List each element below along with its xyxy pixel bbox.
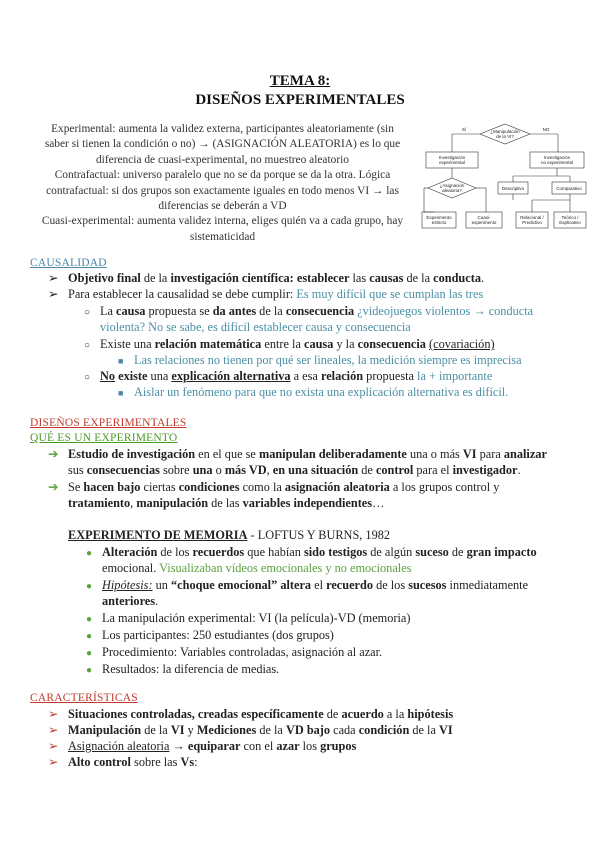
title-line1: TEMA 8: [269, 73, 331, 89]
dot-bullet-icon: ● [86, 648, 93, 659]
condition-causa-antes-cont: violenta? No se sabe, es difícil establecer causa y consecuencia [100, 320, 411, 334]
arrow-bullet-icon: ➢ [48, 755, 59, 769]
memoria-heading: EXPERIMENTO DE MEMORIA - LOFTUS Y BURNS, 1982 [68, 528, 391, 542]
memoria-item-hipotesis-cont: anteriores. [102, 594, 159, 608]
flow-text-no: NO [542, 127, 550, 132]
research-design-flowchart [420, 120, 590, 238]
circle-bullet-icon: ○ [84, 372, 91, 383]
memoria-item-alteracion-cont: emocional. Visualizaban vídeos emocionales y no emocionales [102, 561, 412, 575]
flow-text-si: Sí [461, 127, 467, 132]
arrow-bullet-icon: ➢ [48, 723, 59, 737]
flow-text-inv-noexp-a: Investigación [543, 155, 571, 160]
intro-line: diferencia de cuasi-experimental, no muestreo aleatorio [95, 153, 349, 166]
flow-text-q1-a: ¿Manipulación [490, 129, 520, 134]
dot-bullet-icon: ● [86, 665, 93, 676]
intro-line: sistematicidad [189, 230, 256, 243]
experimento-def-2-cont: tratamiento, manipulación de las variables independientes… [68, 496, 385, 510]
causalidad-bullet-2: ➢ Para establecer la causalidad se debe cumplir: Es muy difícil que se cumplan las tres [48, 287, 484, 301]
square-bullet-icon: ■ [118, 356, 124, 366]
flow-text-q2-a: ¿Asignación [439, 183, 465, 188]
flow-text-descriptivo: Descriptivo [501, 186, 525, 191]
disenos-heading: DISEÑOS EXPERIMENTALES [30, 417, 187, 429]
sub-relaciones-lineales: ■ Las relaciones no tienen por qué ser lineales, la medición siempre es imprecisa [118, 353, 522, 367]
arrow-bullet-icon: ➢ [48, 271, 59, 285]
experimento-def-1: ➔ Estudio de investigación en el que se manipulan deliberadamente una o más VI para analizar [48, 447, 547, 461]
flow-text-inv-noexp-b: no experimental [540, 160, 574, 165]
circle-bullet-icon: ○ [84, 340, 91, 351]
flow-text-cuasi-b: experimento [471, 220, 497, 225]
flow-text-inv-exp-b: experimental [439, 160, 465, 165]
memoria-item-manipulacion: ● La manipulación experimental: VI (la película)-VD (memoria) [86, 610, 410, 628]
intro-line: diferencias se deberán a VD [158, 200, 287, 213]
square-bullet-icon: ■ [118, 388, 124, 398]
intro-line: contrafactual: si dos grupos son exactamente iguales en todo menos VI → las [46, 184, 399, 197]
flow-text-q2-b: aleatoria? [442, 188, 462, 193]
memoria-item-procedimiento: ● Procedimiento: Variables controladas, asignación al azar. [86, 644, 382, 662]
circle-bullet-icon: ○ [84, 307, 91, 318]
condition-causa-antes: ○ La causa propuesta se da antes de la consecuencia ¿videojuegos violentos → conducta [84, 303, 533, 321]
caracteristica-1: ➢ Situaciones controladas, creadas específicamente de acuerdo a la hipótesis [48, 707, 454, 721]
title-line2: DISEÑOS EXPERIMENTALES [195, 92, 405, 108]
caracteristica-2: ➢ Manipulación de la VI y Mediciones de la VD bajo cada condición de la VI [48, 723, 453, 737]
memoria-item-hipotesis: ● Hipótesis: un “choque emocional” altera el recuerdo de los sucesos inmediatamente [86, 577, 528, 595]
flow-text-rel-b: Predictivo [522, 220, 542, 225]
arrow-bullet-icon: ➢ [48, 287, 59, 301]
que-es-experimento-heading: QUÉ ES UN EXPERIMENTO [30, 432, 178, 444]
intro-line: saber si tienen la condición o no) → (ASIGNACIÓN ALEATORIA) es lo que [44, 138, 401, 151]
intro-line: Experimental: aumenta la validez externa, participantes aleatoriamente (sin [51, 123, 394, 135]
flow-text-cuasi-a: Cuasi- [477, 215, 491, 220]
dot-bullet-icon: ● [86, 631, 93, 642]
caracteristica-4: ➢ Alto control sobre las Vs: [48, 755, 198, 769]
arrow-bullet-icon: ➢ [48, 739, 59, 753]
caracteristicas-heading: CARACTERÍSTICAS [30, 692, 138, 704]
arrow-right-icon: ➔ [48, 480, 59, 494]
causalidad-bullet-1: ➢ Objetivo final de la investigación científica: establecer las causas de la conducta. [48, 271, 485, 285]
condition-relacion-matematica: ○ Existe una relación matemática entre la causa y la consecuencia (covariación) [84, 336, 495, 354]
memoria-item-resultados: ● Resultados: la diferencia de medias. [86, 661, 279, 679]
intro-paragraph [30, 122, 415, 245]
flow-text-inv-exp-a: Investigación [438, 155, 466, 160]
flow-text-exp-b: estricto [431, 220, 447, 225]
arrow-bullet-icon: ➢ [48, 707, 59, 721]
caracteristica-3: ➢ Asignación aleatoria → equiparar con el azar los grupos [48, 739, 357, 753]
memoria-item-participantes: ● Los participantes: 250 estudiantes (dos grupos) [86, 627, 334, 645]
dot-bullet-icon: ● [86, 548, 93, 559]
dot-bullet-icon: ● [86, 614, 93, 625]
experimento-def-1-cont: sus consecuencias sobre una o más VD, en una situación de control para el investigador. [68, 463, 521, 477]
intro-line: Cuasi-experimental: aumenta validez interna, eliges quién va a cada grupo, hay [41, 215, 404, 228]
condition-explicacion-alternativa: ○ No existe una explicación alternativa a esa relación propuesta la + importante [84, 368, 492, 386]
flow-text-rel-a: Relacional / [520, 215, 544, 220]
flow-text-teo-a: Teórico / [561, 215, 579, 220]
flow-text-exp-a: Experimento [426, 215, 452, 220]
experimento-def-2: ➔ Se hacen bajo ciertas condiciones como la asignación aleatoria a los grupos control y [48, 480, 500, 494]
dot-bullet-icon: ● [86, 581, 93, 592]
flow-text-comparativo: Comparativo [556, 186, 582, 191]
flow-text-teo-b: Explicativo [559, 220, 581, 225]
causalidad-heading: CAUSALIDAD [30, 257, 107, 269]
memoria-item-alteracion: ● Alteración de los recuerdos que habían sido testigos de algún suceso de gran impacto [86, 544, 537, 562]
sub-aislar-fenomeno: ■ Aislar un fenómeno para que no exista una explicación alternativa es difícil. [118, 385, 509, 399]
intro-line: Contrafactual: universo paralelo que no se da porque se da la otra. Lógica [54, 169, 391, 182]
flow-text-q1-b: de la VI? [496, 134, 514, 139]
arrow-right-icon: ➔ [48, 447, 59, 461]
